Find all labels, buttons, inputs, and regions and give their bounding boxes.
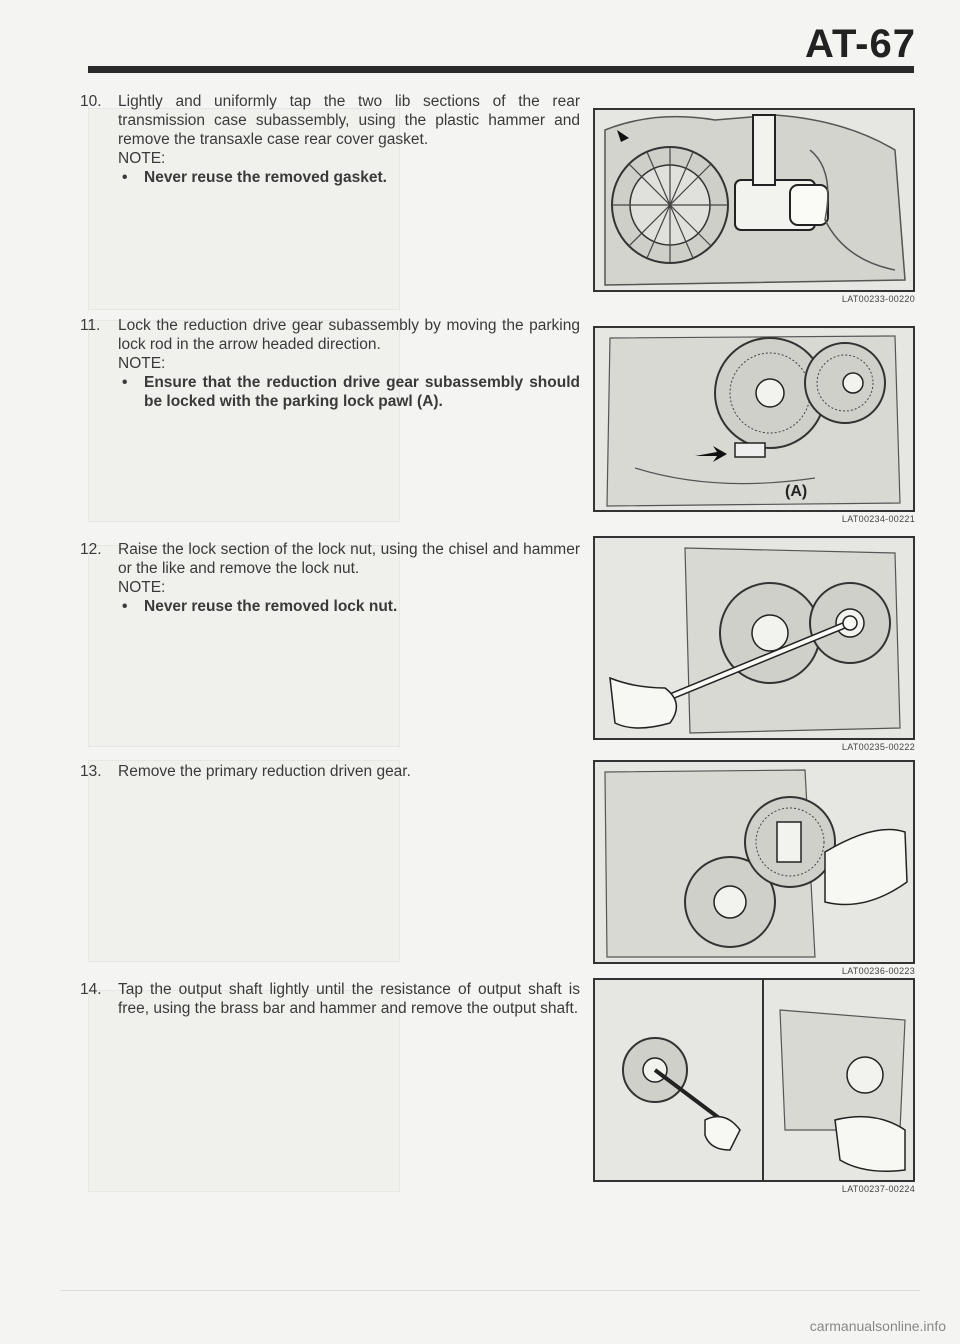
note-bullet-text: Ensure that the reduction drive gear subassembly should be locked with the parking lock pawl (A). bbox=[144, 374, 580, 410]
bullet-dot-icon: • bbox=[122, 598, 128, 615]
step-text: Lightly and uniformly tap the two lib sections of the rear transmission case subassembly, using the plastic hammer and remove the transaxle case rear cover gasket. bbox=[118, 93, 580, 148]
note-bullet bbox=[118, 597, 580, 616]
figure-step-11 bbox=[593, 326, 915, 524]
figure-code: LAT00233-00220 bbox=[841, 294, 915, 304]
bleed-through-image bbox=[88, 990, 400, 1192]
note-label: NOTE: bbox=[118, 579, 166, 596]
step-number: 13. bbox=[80, 763, 102, 780]
step-number: 12. bbox=[80, 541, 102, 558]
step-11 bbox=[80, 316, 580, 411]
step-number: 10. bbox=[80, 93, 102, 110]
step-text: Remove the primary reduction driven gear. bbox=[118, 763, 411, 780]
note-bullet bbox=[118, 168, 580, 187]
figure-code: LAT00237-00224 bbox=[841, 1184, 915, 1194]
figure-step-14 bbox=[593, 978, 915, 1194]
step-number: 11. bbox=[80, 317, 101, 334]
step-text: Tap the output shaft lightly until the resistance of output shaft is free, using the brass bar and hammer and remove the output shaft. bbox=[118, 981, 580, 1017]
figure-code: LAT00234-00221 bbox=[841, 514, 915, 524]
step-text: Lock the reduction drive gear subassembly by moving the parking lock rod in the arrow headed direction. bbox=[118, 317, 580, 353]
step-10 bbox=[80, 92, 580, 187]
note-bullet-text: Never reuse the removed gasket. bbox=[144, 169, 387, 186]
step-number: 14. bbox=[80, 981, 102, 998]
figure-illustration bbox=[593, 326, 915, 512]
footer-rule bbox=[60, 1290, 920, 1291]
step-13 bbox=[80, 762, 580, 781]
note-bullet-text: Never reuse the removed lock nut. bbox=[144, 598, 398, 615]
bullet-dot-icon: • bbox=[122, 374, 128, 391]
note-label: NOTE: bbox=[118, 150, 166, 167]
figure-illustration bbox=[593, 760, 915, 964]
figure-code: LAT00235-00222 bbox=[841, 742, 915, 752]
figure-callout-label: (A) bbox=[785, 483, 808, 500]
figure-step-10 bbox=[593, 108, 915, 304]
figure-illustration bbox=[593, 108, 915, 292]
step-14 bbox=[80, 980, 580, 1018]
page-header bbox=[0, 0, 960, 80]
note-bullet bbox=[118, 373, 580, 411]
header-rule bbox=[88, 66, 914, 73]
step-text: Raise the lock section of the lock nut, using the chisel and hammer or the like and remove the lock nut. bbox=[118, 541, 580, 577]
bullet-dot-icon: • bbox=[122, 169, 128, 186]
step-12 bbox=[80, 540, 580, 616]
note-label: NOTE: bbox=[118, 355, 166, 372]
page-number: AT-67 bbox=[805, 22, 916, 66]
figure-code: LAT00236-00223 bbox=[841, 966, 915, 976]
figure-step-12 bbox=[593, 536, 915, 752]
figure-illustration bbox=[593, 536, 915, 740]
site-watermark: carmanualsonline.info bbox=[809, 1318, 946, 1334]
figure-illustration bbox=[593, 978, 915, 1182]
figure-step-13 bbox=[593, 760, 915, 976]
bleed-through-image bbox=[88, 760, 400, 962]
